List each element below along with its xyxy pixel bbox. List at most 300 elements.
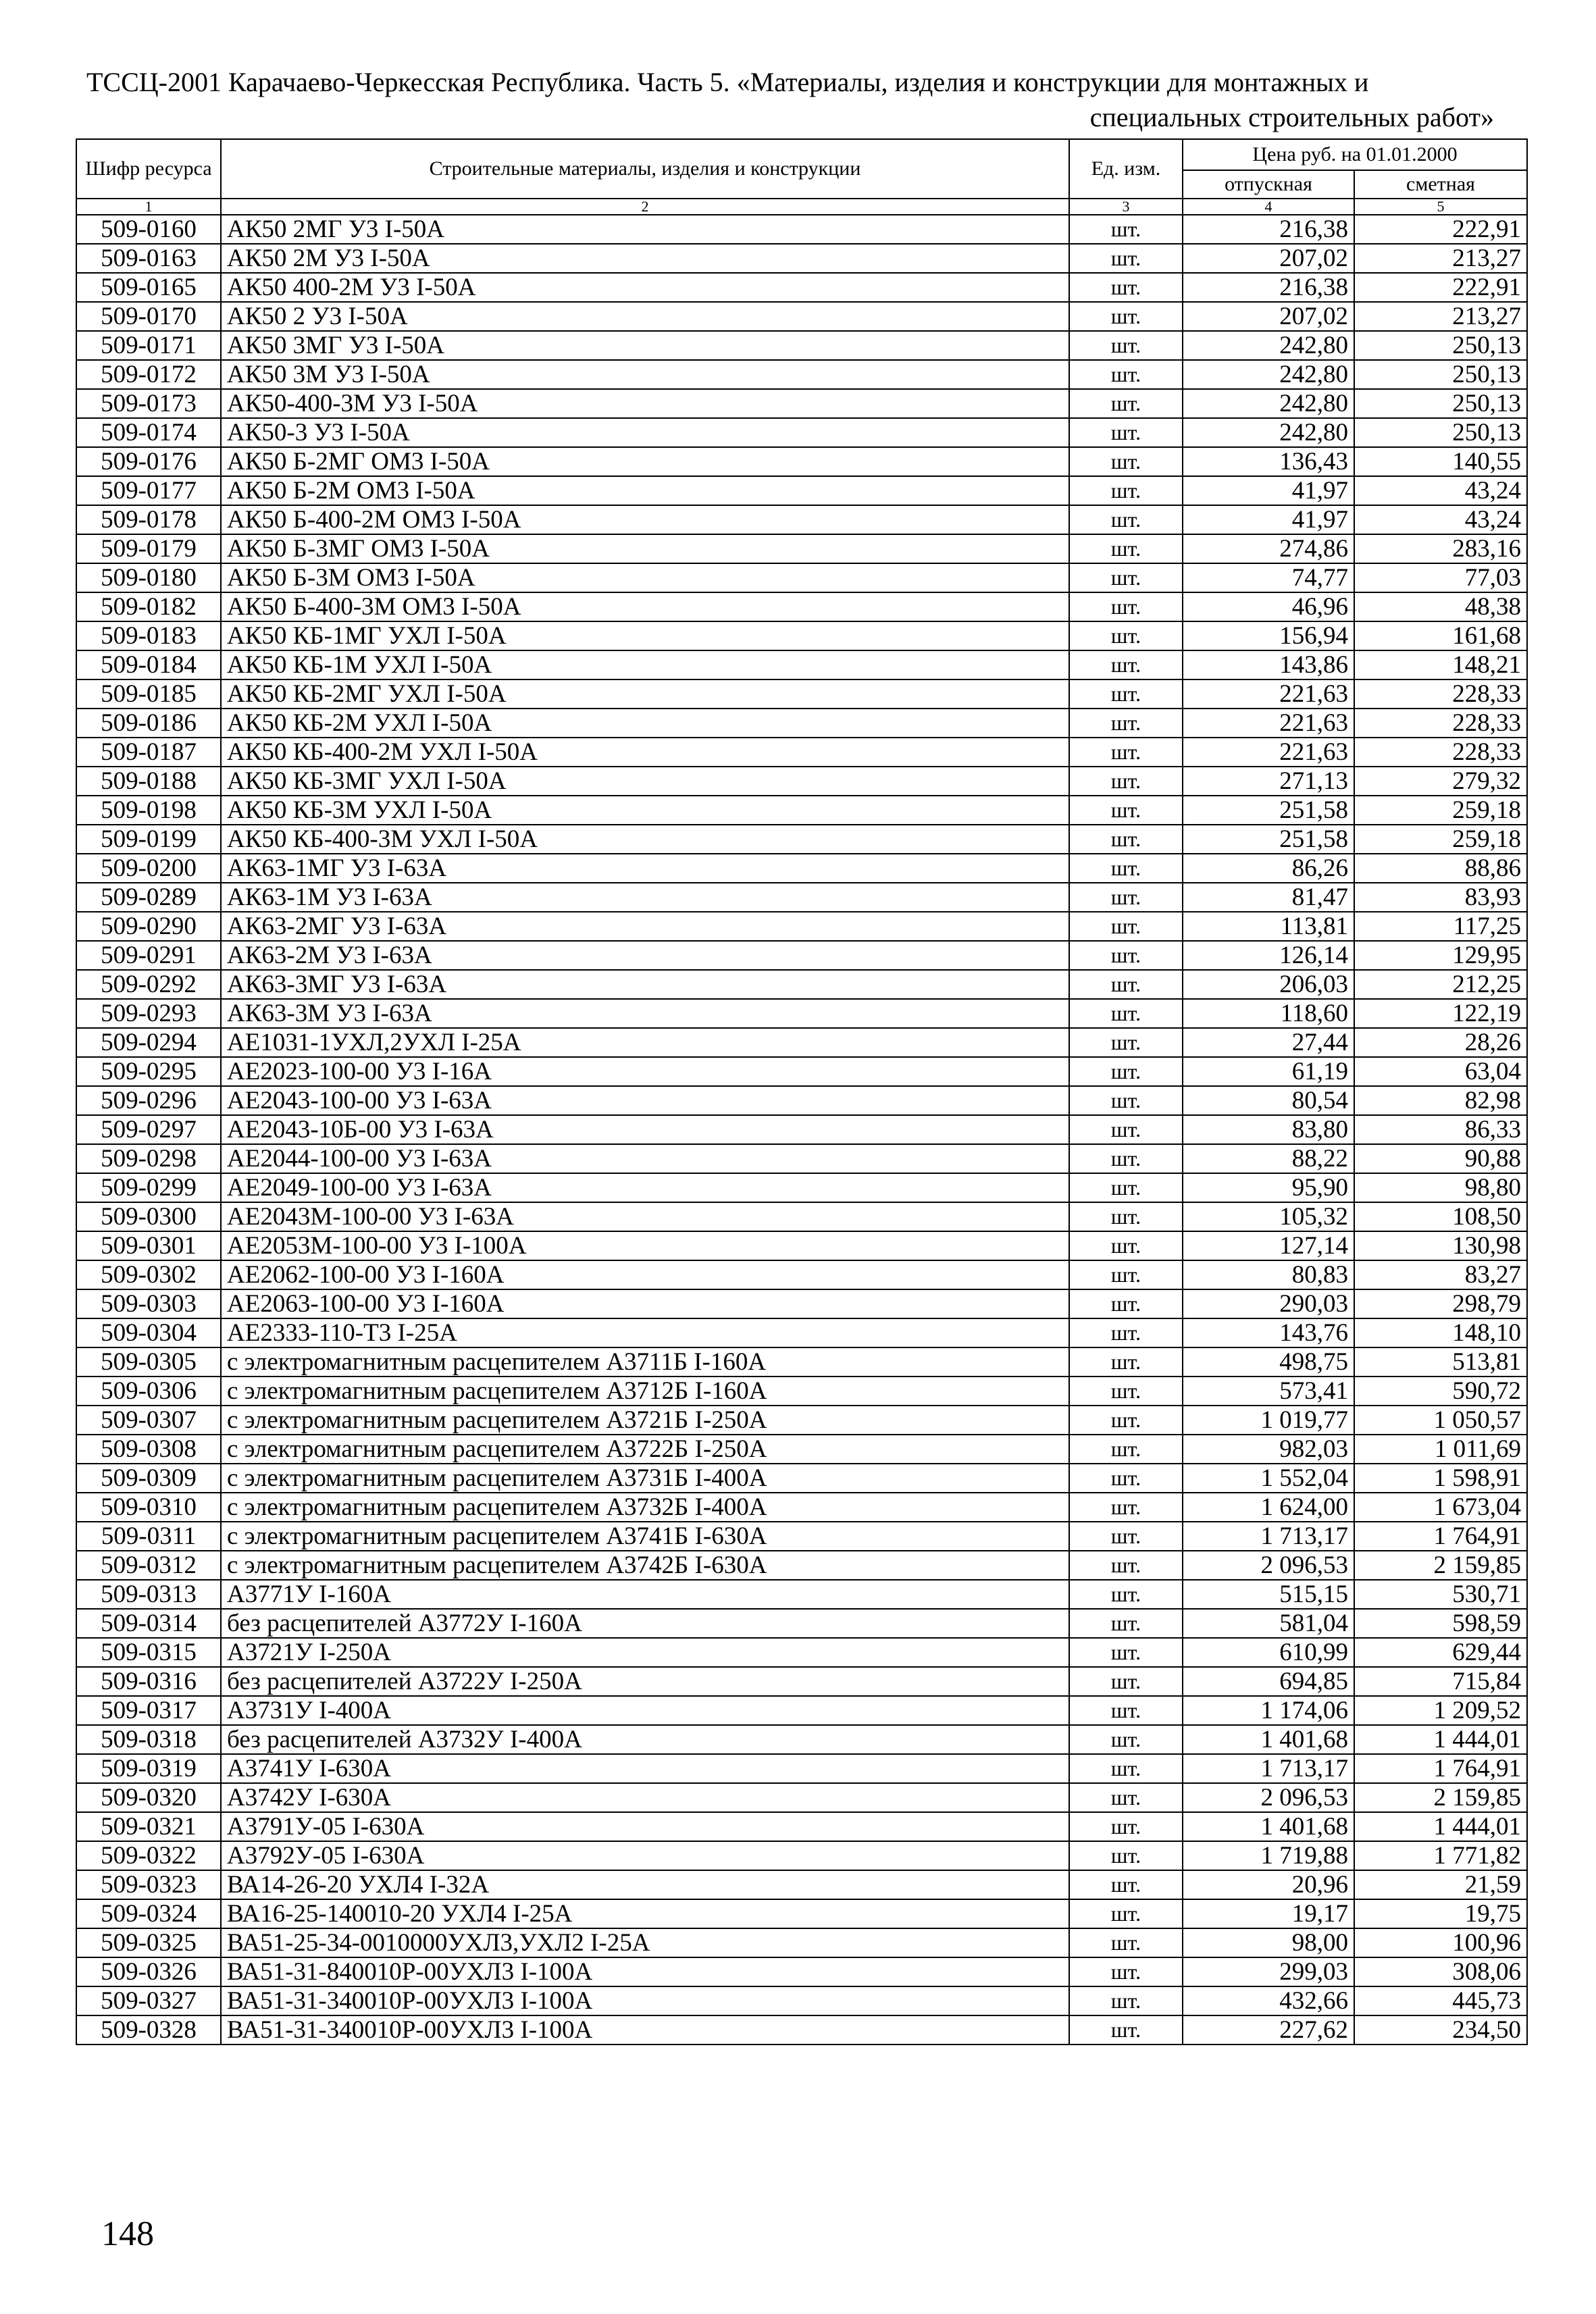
estimate-price: 308,06 <box>1354 1957 1527 1986</box>
estimate-price: 108,50 <box>1354 1202 1527 1231</box>
column-number: 4 <box>1183 199 1354 215</box>
table-row <box>76 1435 1527 1464</box>
release-price: 127,14 <box>1183 1231 1354 1260</box>
resource-code: 509-0317 <box>76 1696 221 1725</box>
material-name: АК50 2М У3 I-50А <box>221 244 1069 273</box>
table-row <box>76 215 1527 244</box>
table-row <box>76 1347 1527 1377</box>
release-price: 41,97 <box>1183 476 1354 505</box>
unit: шт. <box>1069 273 1183 302</box>
unit: шт. <box>1069 534 1183 563</box>
resource-code: 509-0199 <box>76 825 221 854</box>
estimate-price: 48,38 <box>1354 592 1527 621</box>
resource-code: 509-0325 <box>76 1928 221 1957</box>
estimate-price: 2 159,85 <box>1354 1783 1527 1812</box>
estimate-price: 122,19 <box>1354 999 1527 1028</box>
resource-code: 509-0163 <box>76 244 221 273</box>
unit: шт. <box>1069 1986 1183 2015</box>
resource-code: 509-0312 <box>76 1551 221 1580</box>
table-row <box>76 709 1527 738</box>
material-name: с электромагнитным расцепителем А3721Б I-250А <box>221 1406 1069 1435</box>
table-body <box>76 215 1527 2045</box>
table-row <box>76 970 1527 999</box>
estimate-price: 1 764,91 <box>1354 1522 1527 1551</box>
unit: шт. <box>1069 1318 1183 1347</box>
resource-code: 509-0304 <box>76 1318 221 1347</box>
resource-code: 509-0328 <box>76 2015 221 2045</box>
release-price: 61,19 <box>1183 1057 1354 1086</box>
table-row <box>76 1899 1527 1928</box>
estimate-price: 715,84 <box>1354 1667 1527 1696</box>
unit: шт. <box>1069 302 1183 331</box>
column-number: 1 <box>76 199 221 215</box>
material-name: АК63-3М У3 I-63А <box>221 999 1069 1028</box>
table-row <box>76 244 1527 273</box>
estimate-price: 250,13 <box>1354 418 1527 447</box>
unit: шт. <box>1069 1725 1183 1754</box>
unit: шт. <box>1069 1057 1183 1086</box>
table-row <box>76 650 1527 679</box>
estimate-price: 63,04 <box>1354 1057 1527 1086</box>
unit: шт. <box>1069 1406 1183 1435</box>
unit: шт. <box>1069 1609 1183 1638</box>
resource-code: 509-0303 <box>76 1289 221 1318</box>
estimate-price: 259,18 <box>1354 825 1527 854</box>
estimate-price: 629,44 <box>1354 1638 1527 1667</box>
release-price: 221,63 <box>1183 709 1354 738</box>
table-row <box>76 1783 1527 1812</box>
unit: шт. <box>1069 1667 1183 1696</box>
unit: шт. <box>1069 738 1183 767</box>
estimate-price: 117,25 <box>1354 912 1527 941</box>
table-row <box>76 1696 1527 1725</box>
material-name: АЕ2049-100-00 У3 I-63А <box>221 1173 1069 1202</box>
release-price: 1 713,17 <box>1183 1522 1354 1551</box>
column-number: 2 <box>221 199 1069 215</box>
release-price: 573,41 <box>1183 1377 1354 1406</box>
release-price: 221,63 <box>1183 738 1354 767</box>
table-row <box>76 1144 1527 1173</box>
resource-code: 509-0302 <box>76 1260 221 1289</box>
material-name: АК63-2М У3 I-63А <box>221 941 1069 970</box>
estimate-price: 77,03 <box>1354 563 1527 592</box>
release-price: 1 401,68 <box>1183 1725 1354 1754</box>
table-row <box>76 563 1527 592</box>
unit: шт. <box>1069 563 1183 592</box>
material-name: АК50 КБ-1МГ УХЛ I-50А <box>221 621 1069 650</box>
resource-code: 509-0296 <box>76 1086 221 1115</box>
estimate-price: 445,73 <box>1354 1986 1527 2015</box>
resource-code: 509-0290 <box>76 912 221 941</box>
resource-code: 509-0291 <box>76 941 221 970</box>
material-name: без расцепителей А3772У I-160А <box>221 1609 1069 1638</box>
release-price: 982,03 <box>1183 1435 1354 1464</box>
column-number: 3 <box>1069 199 1183 215</box>
table-row <box>76 505 1527 534</box>
release-price: 20,96 <box>1183 1870 1354 1899</box>
estimate-price: 98,80 <box>1354 1173 1527 1202</box>
table-row <box>76 796 1527 825</box>
estimate-price: 129,95 <box>1354 941 1527 970</box>
material-name: АК50 КБ-1М УХЛ I-50А <box>221 650 1069 679</box>
material-name: АК50-3 У3 I-50А <box>221 418 1069 447</box>
resource-code: 509-0172 <box>76 360 221 389</box>
table-row <box>76 1493 1527 1522</box>
release-price: 81,47 <box>1183 883 1354 912</box>
estimate-price: 21,59 <box>1354 1870 1527 1899</box>
estimate-price: 222,91 <box>1354 215 1527 244</box>
estimate-price: 228,33 <box>1354 738 1527 767</box>
resource-code: 509-0178 <box>76 505 221 534</box>
unit: шт. <box>1069 1754 1183 1783</box>
estimate-price: 530,71 <box>1354 1580 1527 1609</box>
table-row <box>76 2015 1527 2045</box>
header-title-line-2: специальных строительных работ» <box>1089 102 1494 132</box>
resource-code: 509-0322 <box>76 1841 221 1870</box>
unit: шт. <box>1069 1812 1183 1841</box>
material-name: АК50 3МГ У3 I-50А <box>221 331 1069 360</box>
material-name: с электромагнитным расцепителем А3722Б I-250А <box>221 1435 1069 1464</box>
material-name: АК50 КБ-2М УХЛ I-50А <box>221 709 1069 738</box>
resource-code: 509-0310 <box>76 1493 221 1522</box>
column-number: 5 <box>1354 199 1527 215</box>
material-name: ВА51-31-840010Р-00УХЛ3 I-100А <box>221 1957 1069 1986</box>
resource-code: 509-0316 <box>76 1667 221 1696</box>
estimate-price: 513,81 <box>1354 1347 1527 1377</box>
material-name: ВА51-25-34-0010000УХЛ3,УХЛ2 I-25А <box>221 1928 1069 1957</box>
release-price: 118,60 <box>1183 999 1354 1028</box>
resource-code: 509-0326 <box>76 1957 221 1986</box>
unit: шт. <box>1069 476 1183 505</box>
page-number: 148 <box>101 2215 154 2253</box>
material-name: АК50 2 У3 I-50А <box>221 302 1069 331</box>
material-name: АК63-3МГ У3 I-63А <box>221 970 1069 999</box>
material-name: А3731У I-400А <box>221 1696 1069 1725</box>
unit: шт. <box>1069 215 1183 244</box>
release-price: 143,76 <box>1183 1318 1354 1347</box>
release-price: 19,17 <box>1183 1899 1354 1928</box>
resource-code: 509-0298 <box>76 1144 221 1173</box>
table-row <box>76 1812 1527 1841</box>
material-name: АК63-2МГ У3 I-63А <box>221 912 1069 941</box>
release-price: 1 624,00 <box>1183 1493 1354 1522</box>
material-name: АЕ2044-100-00 У3 I-63А <box>221 1144 1069 1173</box>
table-row <box>76 1609 1527 1638</box>
release-price: 206,03 <box>1183 970 1354 999</box>
material-name: с электромагнитным расцепителем А3732Б I-400А <box>221 1493 1069 1522</box>
estimate-price: 598,59 <box>1354 1609 1527 1638</box>
resource-code: 509-0308 <box>76 1435 221 1464</box>
estimate-price: 1 771,82 <box>1354 1841 1527 1870</box>
estimate-price: 590,72 <box>1354 1377 1527 1406</box>
resource-code: 509-0200 <box>76 854 221 883</box>
release-price: 271,13 <box>1183 767 1354 796</box>
material-name: А3771У I-160А <box>221 1580 1069 1609</box>
material-name: АК50 КБ-400-3М УХЛ I-50А <box>221 825 1069 854</box>
estimate-price: 279,32 <box>1354 767 1527 796</box>
unit: шт. <box>1069 1464 1183 1493</box>
unit: шт. <box>1069 621 1183 650</box>
release-price: 242,80 <box>1183 331 1354 360</box>
estimate-price: 1 209,52 <box>1354 1696 1527 1725</box>
release-price: 1 552,04 <box>1183 1464 1354 1493</box>
unit: шт. <box>1069 1377 1183 1406</box>
resource-code: 509-0295 <box>76 1057 221 1086</box>
unit: шт. <box>1069 1841 1183 1870</box>
estimate-price: 19,75 <box>1354 1899 1527 1928</box>
material-name: без расцепителей А3722У I-250А <box>221 1667 1069 1696</box>
table-row <box>76 447 1527 476</box>
resource-code: 509-0311 <box>76 1522 221 1551</box>
material-name: А3721У I-250А <box>221 1638 1069 1667</box>
unit: шт. <box>1069 854 1183 883</box>
column-header-name: Строительные материалы, изделия и конструкции <box>221 139 1069 199</box>
table-row <box>76 679 1527 709</box>
material-name: АК50 Б-2МГ ОМ3 I-50А <box>221 447 1069 476</box>
material-name: АК50 400-2М У3 I-50А <box>221 273 1069 302</box>
unit: шт. <box>1069 1144 1183 1173</box>
unit: шт. <box>1069 1928 1183 1957</box>
release-price: 221,63 <box>1183 679 1354 709</box>
material-name: АЕ2043М-100-00 У3 I-63А <box>221 1202 1069 1231</box>
unit: шт. <box>1069 1289 1183 1318</box>
unit: шт. <box>1069 912 1183 941</box>
unit: шт. <box>1069 1493 1183 1522</box>
release-price: 251,58 <box>1183 825 1354 854</box>
table-row <box>76 999 1527 1028</box>
release-price: 83,80 <box>1183 1115 1354 1144</box>
resource-code: 509-0294 <box>76 1028 221 1057</box>
unit: шт. <box>1069 1580 1183 1609</box>
material-name: без расцепителей А3732У I-400А <box>221 1725 1069 1754</box>
estimate-price: 283,16 <box>1354 534 1527 563</box>
estimate-price: 2 159,85 <box>1354 1551 1527 1580</box>
resource-code: 509-0300 <box>76 1202 221 1231</box>
column-header-code: Шифр ресурса <box>76 139 221 199</box>
table-row <box>76 767 1527 796</box>
unit: шт. <box>1069 999 1183 1028</box>
table-row <box>76 331 1527 360</box>
release-price: 610,99 <box>1183 1638 1354 1667</box>
release-price: 216,38 <box>1183 215 1354 244</box>
resource-code: 509-0182 <box>76 592 221 621</box>
release-price: 113,81 <box>1183 912 1354 941</box>
resource-code: 509-0301 <box>76 1231 221 1260</box>
unit: шт. <box>1069 796 1183 825</box>
material-name: ВА51-31-340010Р-00УХЛ3 I-100А <box>221 2015 1069 2045</box>
resource-code: 509-0289 <box>76 883 221 912</box>
table-row <box>76 1202 1527 1231</box>
table-row <box>76 738 1527 767</box>
resource-code: 509-0306 <box>76 1377 221 1406</box>
resource-code: 509-0319 <box>76 1754 221 1783</box>
material-name: АЕ2333-110-Т3 I-25А <box>221 1318 1069 1347</box>
table-row <box>76 1870 1527 1899</box>
resource-code: 509-0180 <box>76 563 221 592</box>
unit: шт. <box>1069 1115 1183 1144</box>
resource-code: 509-0198 <box>76 796 221 825</box>
material-name: АЕ2063-100-00 У3 I-160А <box>221 1289 1069 1318</box>
column-header-release-price: отпускная <box>1183 170 1354 199</box>
unit: шт. <box>1069 970 1183 999</box>
estimate-price: 213,27 <box>1354 244 1527 273</box>
table-row <box>76 273 1527 302</box>
release-price: 46,96 <box>1183 592 1354 621</box>
table-row <box>76 1986 1527 2015</box>
release-price: 216,38 <box>1183 273 1354 302</box>
release-price: 1 401,68 <box>1183 1812 1354 1841</box>
table-row <box>76 1057 1527 1086</box>
unit: шт. <box>1069 1899 1183 1928</box>
release-price: 80,83 <box>1183 1260 1354 1289</box>
resource-code: 509-0183 <box>76 621 221 650</box>
table-row <box>76 854 1527 883</box>
table-header <box>76 139 1527 215</box>
page-header <box>76 65 1494 135</box>
resource-code: 509-0321 <box>76 1812 221 1841</box>
table-row <box>76 1754 1527 1783</box>
estimate-price: 250,13 <box>1354 360 1527 389</box>
unit: шт. <box>1069 592 1183 621</box>
release-price: 274,86 <box>1183 534 1354 563</box>
table-row <box>76 1115 1527 1144</box>
estimate-price: 1 764,91 <box>1354 1754 1527 1783</box>
material-name: АЕ2043-10Б-00 У3 I-63А <box>221 1115 1069 1144</box>
unit: шт. <box>1069 1522 1183 1551</box>
release-price: 242,80 <box>1183 360 1354 389</box>
material-name: АК50 Б-3М ОМ3 I-50А <box>221 563 1069 592</box>
unit: шт. <box>1069 679 1183 709</box>
release-price: 74,77 <box>1183 563 1354 592</box>
material-name: с электромагнитным расцепителем А3712Б I-160А <box>221 1377 1069 1406</box>
estimate-price: 1 050,57 <box>1354 1406 1527 1435</box>
resource-code: 509-0171 <box>76 331 221 360</box>
table-row <box>76 1551 1527 1580</box>
resource-code: 509-0188 <box>76 767 221 796</box>
release-price: 290,03 <box>1183 1289 1354 1318</box>
estimate-price: 148,21 <box>1354 650 1527 679</box>
unit: шт. <box>1069 767 1183 796</box>
release-price: 581,04 <box>1183 1609 1354 1638</box>
material-name: с электромагнитным расцепителем А3742Б I-630А <box>221 1551 1069 1580</box>
unit: шт. <box>1069 505 1183 534</box>
table-row <box>76 825 1527 854</box>
resource-code: 509-0327 <box>76 1986 221 2015</box>
estimate-price: 1 673,04 <box>1354 1493 1527 1522</box>
estimate-price: 234,50 <box>1354 2015 1527 2045</box>
unit: шт. <box>1069 331 1183 360</box>
release-price: 242,80 <box>1183 389 1354 418</box>
resource-code: 509-0184 <box>76 650 221 679</box>
unit: шт. <box>1069 1551 1183 1580</box>
release-price: 126,14 <box>1183 941 1354 970</box>
resource-code: 509-0299 <box>76 1173 221 1202</box>
estimate-price: 259,18 <box>1354 796 1527 825</box>
table-row <box>76 883 1527 912</box>
table-row <box>76 1289 1527 1318</box>
resource-code: 509-0314 <box>76 1609 221 1638</box>
table-row <box>76 1522 1527 1551</box>
resource-code: 509-0186 <box>76 709 221 738</box>
table-row <box>76 1638 1527 1667</box>
unit: шт. <box>1069 1957 1183 1986</box>
estimate-price: 83,27 <box>1354 1260 1527 1289</box>
estimate-price: 228,33 <box>1354 709 1527 738</box>
resource-code: 509-0292 <box>76 970 221 999</box>
unit: шт. <box>1069 1028 1183 1057</box>
material-name: АК50 Б-400-2М ОМ3 I-50А <box>221 505 1069 534</box>
table-row <box>76 1725 1527 1754</box>
unit: шт. <box>1069 650 1183 679</box>
release-price: 432,66 <box>1183 1986 1354 2015</box>
table-row <box>76 1377 1527 1406</box>
release-price: 1 719,88 <box>1183 1841 1354 1870</box>
estimate-price: 222,91 <box>1354 273 1527 302</box>
unit: шт. <box>1069 1231 1183 1260</box>
material-name: ВА16-25-140010-20 УХЛ4 I-25А <box>221 1899 1069 1928</box>
unit: шт. <box>1069 825 1183 854</box>
release-price: 27,44 <box>1183 1028 1354 1057</box>
material-name: ВА51-31-340010Р-00УХЛ3 I-100А <box>221 1986 1069 2015</box>
material-name: АК50 КБ-3МГ УХЛ I-50А <box>221 767 1069 796</box>
unit: шт. <box>1069 1783 1183 1812</box>
table-row <box>76 621 1527 650</box>
unit: шт. <box>1069 447 1183 476</box>
release-price: 105,32 <box>1183 1202 1354 1231</box>
table-row <box>76 592 1527 621</box>
table-row <box>76 1406 1527 1435</box>
resource-code: 509-0320 <box>76 1783 221 1812</box>
estimate-price: 100,96 <box>1354 1928 1527 1957</box>
unit: шт. <box>1069 1435 1183 1464</box>
estimate-price: 1 011,69 <box>1354 1435 1527 1464</box>
table-row <box>76 302 1527 331</box>
material-name: А3792У-05 I-630А <box>221 1841 1069 1870</box>
release-price: 242,80 <box>1183 418 1354 447</box>
resource-code: 509-0176 <box>76 447 221 476</box>
unit: шт. <box>1069 2015 1183 2045</box>
table-row <box>76 1580 1527 1609</box>
table-row <box>76 1231 1527 1260</box>
material-name: ВА14-26-20 УХЛ4 I-32А <box>221 1870 1069 1899</box>
estimate-price: 228,33 <box>1354 679 1527 709</box>
resource-code: 509-0315 <box>76 1638 221 1667</box>
material-name: А3791У-05 I-630А <box>221 1812 1069 1841</box>
unit: шт. <box>1069 418 1183 447</box>
table-row <box>76 1841 1527 1870</box>
estimate-price: 86,33 <box>1354 1115 1527 1144</box>
material-name: с электромагнитным расцепителем А3741Б I-630А <box>221 1522 1069 1551</box>
unit: шт. <box>1069 1870 1183 1899</box>
release-price: 98,00 <box>1183 1928 1354 1957</box>
estimate-price: 1 444,01 <box>1354 1725 1527 1754</box>
material-name: АК50 2МГ У3 I-50А <box>221 215 1069 244</box>
table-row <box>76 1464 1527 1493</box>
resource-code: 509-0323 <box>76 1870 221 1899</box>
release-price: 1 174,06 <box>1183 1696 1354 1725</box>
resource-code: 509-0309 <box>76 1464 221 1493</box>
unit: шт. <box>1069 1086 1183 1115</box>
unit: шт. <box>1069 883 1183 912</box>
release-price: 41,97 <box>1183 505 1354 534</box>
release-price: 227,62 <box>1183 2015 1354 2045</box>
resource-code: 509-0297 <box>76 1115 221 1144</box>
release-price: 2 096,53 <box>1183 1551 1354 1580</box>
material-name: АК63-1М У3 I-63А <box>221 883 1069 912</box>
estimate-price: 130,98 <box>1354 1231 1527 1260</box>
unit: шт. <box>1069 1260 1183 1289</box>
estimate-price: 28,26 <box>1354 1028 1527 1057</box>
